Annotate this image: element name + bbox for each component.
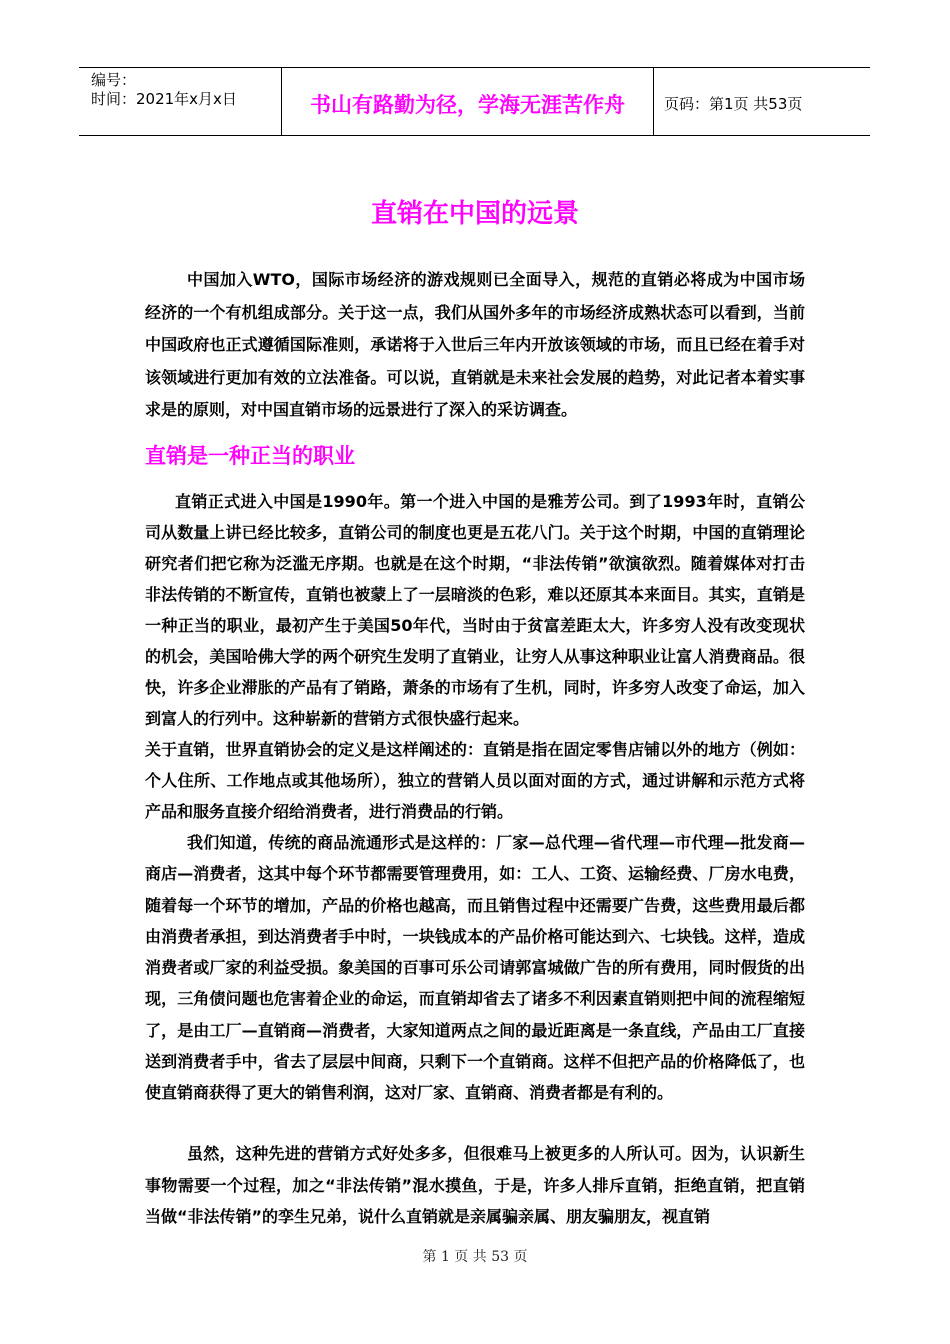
intro-paragraph xyxy=(145,264,805,427)
number-label: 编号： xyxy=(91,71,137,89)
intro-text: 中国加入WTO，国际市场经济的游戏规则已全面导入，规范的直销必将成为中国市场经济的一个有机组成部分。关于这一点，我们从国外多年的市场经济成熟状态可以看到，当前中国政府也正式遵循国际准则，承诺将于入世后三年内开放该领域的市场，而且已经在着手对该领域进行更加有效的立法准备。可以说，直销就是未来社会发展的趋势，对此记者本着实事求是的原则，对中国直销市场的远景进行了深入的采访调查。 xyxy=(145,270,805,419)
header-meta-cell xyxy=(79,68,281,135)
document-header xyxy=(79,67,870,136)
document-title: 直销在中国的远景 xyxy=(370,199,579,229)
section-heading: 直销是一种正当的职业 xyxy=(145,444,355,468)
paragraph-text: 直销正式进入中国是1990年。第一个进入中国的是雅芳公司。到了1993年时，直销公司从数量上讲已经比较多，直销公司的制度也更是五花八门。关于这个时期，中国的直销理论研究者们把它称为泛滥无序期。也就是在这个时期，“非法传销”欲演欲烈。随着媒体对打击非法传销的不断宣传，直销也被蒙上了一层暗淡的色彩，难以还原其本来面目。其实，直销是一种正当的职业，最初产生于美国50年代，当时由于贫富差距太大，许多穷人没有改变现状的机会，美国哈佛大学的两个研究生发明了直销业，让穷人从事这种职业让富人消费商品。很快，许多企业滞胀的产品有了销路，萧条的市场有了生机，同时，许多穷人改变了命运，加入到富人的行列中。这种崭新的营销方式很快盛行起来。 xyxy=(145,492,805,728)
time-label: 时间：2021年x月x日 xyxy=(91,90,237,108)
body-paragraph-3 xyxy=(145,827,805,1109)
paragraph-text: 虽然，这种先进的营销方式好处多多，但很难马上被更多的人所认可。因为，认识新生事物需要一个过程，加之“非法传销”混水摸鱼，于是，许多人排斥直销，拒绝直销，把直销当做“非法传销”的孪生兄弟，说什么直销就是亲属骗亲属、朋友骗朋友，视直销 xyxy=(145,1144,805,1226)
paragraph-text: 我们知道，传统的商品流通形式是这样的：厂家—总代理—省代理—市代理—批发商—商店—消费者，这其中每个环节都需要管理费用，如：工人、工资、运输经费、厂房水电费，随着每一个环节的增加，产品的价格也越高，而且销售过程中还需要广告费，这些费用最后都由消费者承担，到达消费者手中时，一块钱成本的产品价格可能达到六、七块钱。这样，造成消费者或厂家的利益受损。象美国的百事可乐公司请郭富城做广告的所有费用，同时假货的出现，三角债问题也危害着企业的命运，而直销却省去了诸多不利因素直销则把中间的流程缩短了，是由工厂—直销商—消费者，大家知道两点之间的最近距离是一条直线，产品由工厂直接送到消费者手中，省去了层层中间商，只剩下一个直销商。这样不但把产品的价格降低了，也使直销商获得了更大的销售利润，这对厂家、直销商、消费者都是有利的。 xyxy=(145,833,805,1103)
body-paragraph-4 xyxy=(145,1138,805,1233)
body-paragraph-1 xyxy=(145,486,805,734)
paragraph-text: 关于直销，世界直销协会的定义是这样阐述的：直销是指在固定零售店铺以外的地方（例如：个人住所、工作地点或其他场所），独立的营销人员以面对面的方式，通过讲解和示范方式将产品和服务直接介绍给消费者，进行消费品的行销。 xyxy=(145,740,805,821)
page-footer: 第 1 页 共 53 页 xyxy=(422,1249,528,1265)
header-page-info: 页码：第1页 共53页 xyxy=(664,95,803,113)
header-motto: 书山有路勤为径，学海无涯苦作舟 xyxy=(281,68,654,135)
body-paragraph-2 xyxy=(145,734,805,827)
